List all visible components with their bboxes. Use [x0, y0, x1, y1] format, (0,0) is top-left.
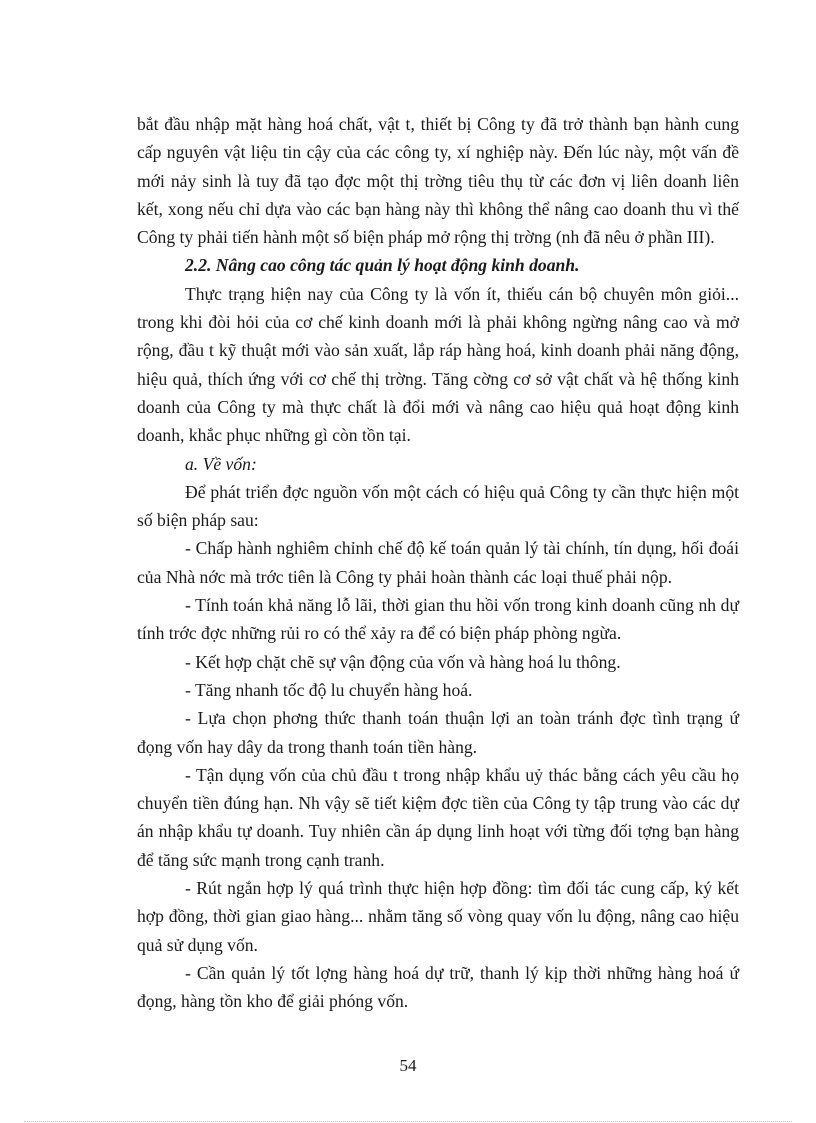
paragraph-market-expansion: bắt đầu nhập mặt hàng hoá chất, vật t, thiết bị Công ty đã trở thành bạn hành cung cấp nguyên vật liệu tin cậy của các công ty, xí nghiệp này. Đến lúc này, một vấn đề mới nảy sinh là tuy đã tạo đợc một thị trờng tiêu thụ từ các đơn vị liên doanh liên kết, xong nếu chỉ dựa vào các bạn hàng này thì không thể nâng cao doanh thu vì thế Công ty phải tiến hành một số biện pháp mở rộng thị trờng (nh đã nêu ở phần III). [137, 114, 739, 248]
list-item-investor-capital: - Tận dụng vốn của chủ đầu t trong nhập khẩu uỷ thác bằng cách yêu cầu họ chuyển tiền đúng hạn. Nh vậy sẽ tiết kiệm đợc tiền của Công ty tập trung vào các dự án nhập khẩu tự doanh. Tuy nhiên cần áp dụng linh hoạt với từng đối tợng bạn hàng để tăng sức mạnh trong cạnh tranh. [137, 764, 739, 870]
section-heading-business-management: 2.2. Nâng cao công tác quản lý hoạt động kinh doanh. [185, 255, 580, 276]
list-item-capital-goods-coordination: - Kết hợp chặt chẽ sự vận động của vốn và hàng hoá lu thông. [185, 651, 621, 672]
page-content [137, 110, 739, 1016]
page-number: 54 [399, 1056, 417, 1075]
list-item-inventory-management: - Cần quản lý tốt lợng hàng hoá dự trữ, thanh lý kịp thời những hàng hoá ứ đọng, hàng tồn kho để giải phóng vốn. [137, 962, 739, 1012]
paragraph-capital-intro: Để phát triển đợc nguồn vốn một cách có hiệu quả Công ty cần thực hiện một số biện pháp sau: [137, 481, 739, 531]
list-item-profit-loss-calculation: - Tính toán khả năng lỗ lãi, thời gian thu hồi vốn trong kinh doanh cũng nh dự tính trớc đợc những rủi ro có thể xảy ra để có biện pháp phòng ngừa. [137, 595, 739, 644]
list-item-payment-method: - Lựa chọn phơng thức thanh toán thuận lợi an toàn tránh đợc tình trạng ứ đọng vốn hay dây da trong thanh toán tiền hàng. [137, 708, 739, 757]
subheading-capital: a. Về vốn: [185, 453, 257, 474]
paragraph-current-situation: Thực trạng hiện nay của Công ty là vốn ít, thiếu cán bộ chuyên môn giỏi... trong khi đòi hỏi của cơ chế kinh doanh mới là phải không ngừng nâng cao và mở rộng, đầu t kỹ thuật mới vào sản xuất, lắp ráp hàng hoá, kinh doanh phải năng động, hiệu quả, thích ứng với cơ chế thị trờng. Tăng cờng cơ sở vật chất và hệ thống kinh doanh của Công ty mà thực chất là đổi mới và nâng cao hiệu quả hoạt động kinh doanh, khắc phục những gì còn tồn tại. [137, 283, 739, 446]
page-bottom-rule [24, 1121, 792, 1122]
list-item-contract-process: - Rút ngắn hợp lý quá trình thực hiện hợp đồng: tìm đối tác cung cấp, ký kết hợp đồng, thời gian giao hàng... nhằm tăng số vòng quay vốn lu động, nâng cao hiệu quả sử dụng vốn. [137, 878, 739, 955]
list-item-goods-turnover: - Tăng nhanh tốc độ lu chuyển hàng hoá. [185, 679, 473, 700]
list-item-accounting-compliance: - Chấp hành nghiêm chỉnh chế độ kế toán quản lý tài chính, tín dụng, hối đoái của Nhà nớc mà trớc tiên là Công ty phải hoàn thành các loại thuế phải nộp. [137, 538, 739, 587]
